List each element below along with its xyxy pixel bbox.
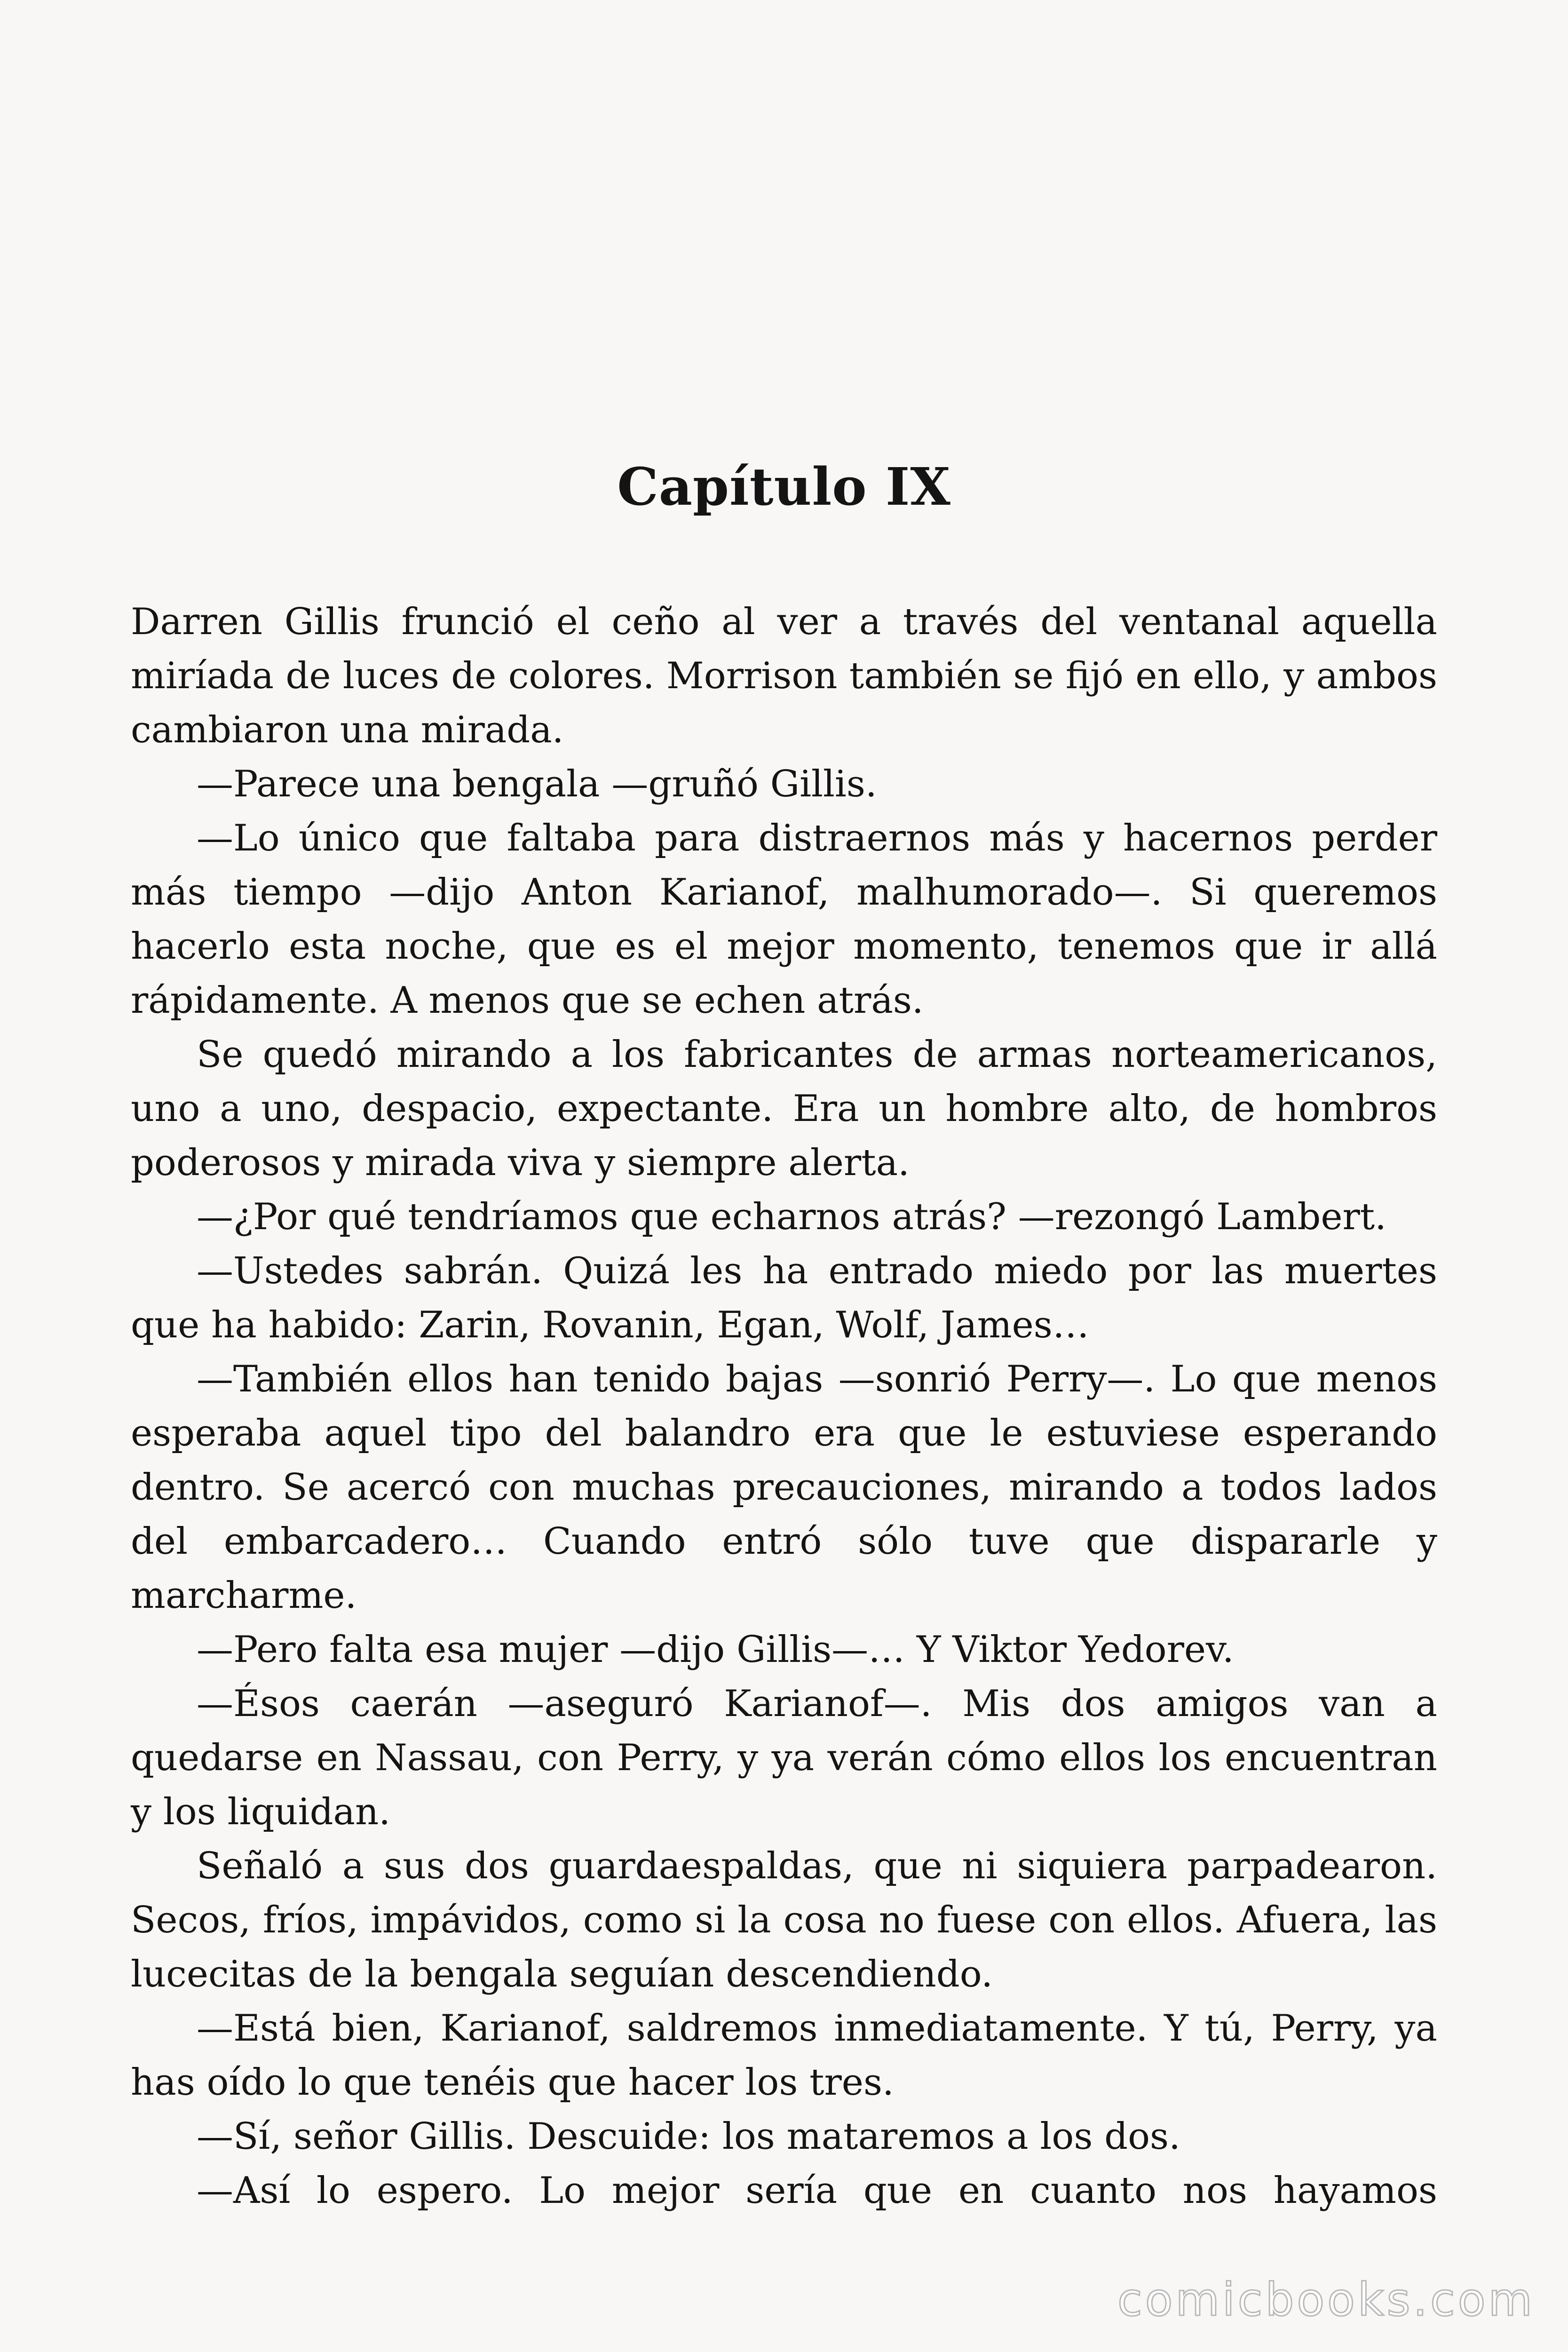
paragraph: Darren Gillis frunció el ceño al ver a través del ventanal aquella miríada de luces de colores. Morrison también se fijó en ello, y ambos cambiaron una mirada. xyxy=(131,601,1437,751)
paragraph: —También ellos han tenido bajas —sonrió Perry—. Lo que menos esperaba aquel tipo del balandro era que le estuviese esperando dentro. Se acercó con muchas precauciones, mirando a todos lados del embarcadero… Cuando entró sólo tuve que dispararle y marcharme. xyxy=(131,1358,1437,1617)
paragraph: —Está bien, Karianof, saldremos inmediatamente. Y tú, Perry, ya has oído lo que tenéis que hacer los tres. xyxy=(131,2007,1437,2104)
paragraph: —¿Por qué tendríamos que echarnos atrás? —rezongó Lambert. xyxy=(197,1196,1386,1238)
watermark: comicbooks.com xyxy=(1117,2273,1535,2326)
chapter-body xyxy=(131,595,1437,2218)
paragraph: —Pero falta esa mujer —dijo Gillis—… Y Viktor Yedorev. xyxy=(197,1629,1234,1671)
paragraph: —Parece una bengala —gruñó Gillis. xyxy=(197,763,877,805)
paragraph: Se quedó mirando a los fabricantes de armas norteamericanos, uno a uno, despacio, expectante. Era un hombre alto, de hombros poderosos y mirada viva y siempre alerta. xyxy=(131,1033,1437,1184)
paragraph: Señaló a sus dos guardaespaldas, que ni siquiera parpadearon. Secos, fríos, impávidos, como si la cosa no fuese con ellos. Afuera, las lucecitas de la bengala seguían descendiendo. xyxy=(131,1845,1437,1995)
paragraph: —Lo único que faltaba para distraernos más y hacernos perder más tiempo —dijo Anton Karianof, malhumorado—. Si queremos hacerlo esta noche, que es el mejor momento, tenemos que ir allá rápidamente. A menos que se echen atrás. xyxy=(131,817,1437,1022)
paragraph: —Ustedes sabrán. Quizá les ha entrado miedo por las muertes que ha habido: Zarin, Rovanin, Egan, Wolf, James… xyxy=(131,1250,1437,1346)
chapter-title: Capítulo IX xyxy=(617,456,951,517)
paragraph: —Ésos caerán —aseguró Karianof—. Mis dos amigos van a quedarse en Nassau, con Perry, y ya verán cómo ellos los encuentran y los liquidan. xyxy=(131,1683,1437,1833)
paragraph: —Así lo espero. Lo mejor sería que en cuanto nos hayamos xyxy=(197,2169,1437,2212)
paragraph: —Sí, señor Gillis. Descuide: los mataremos a los dos. xyxy=(197,2115,1180,2158)
